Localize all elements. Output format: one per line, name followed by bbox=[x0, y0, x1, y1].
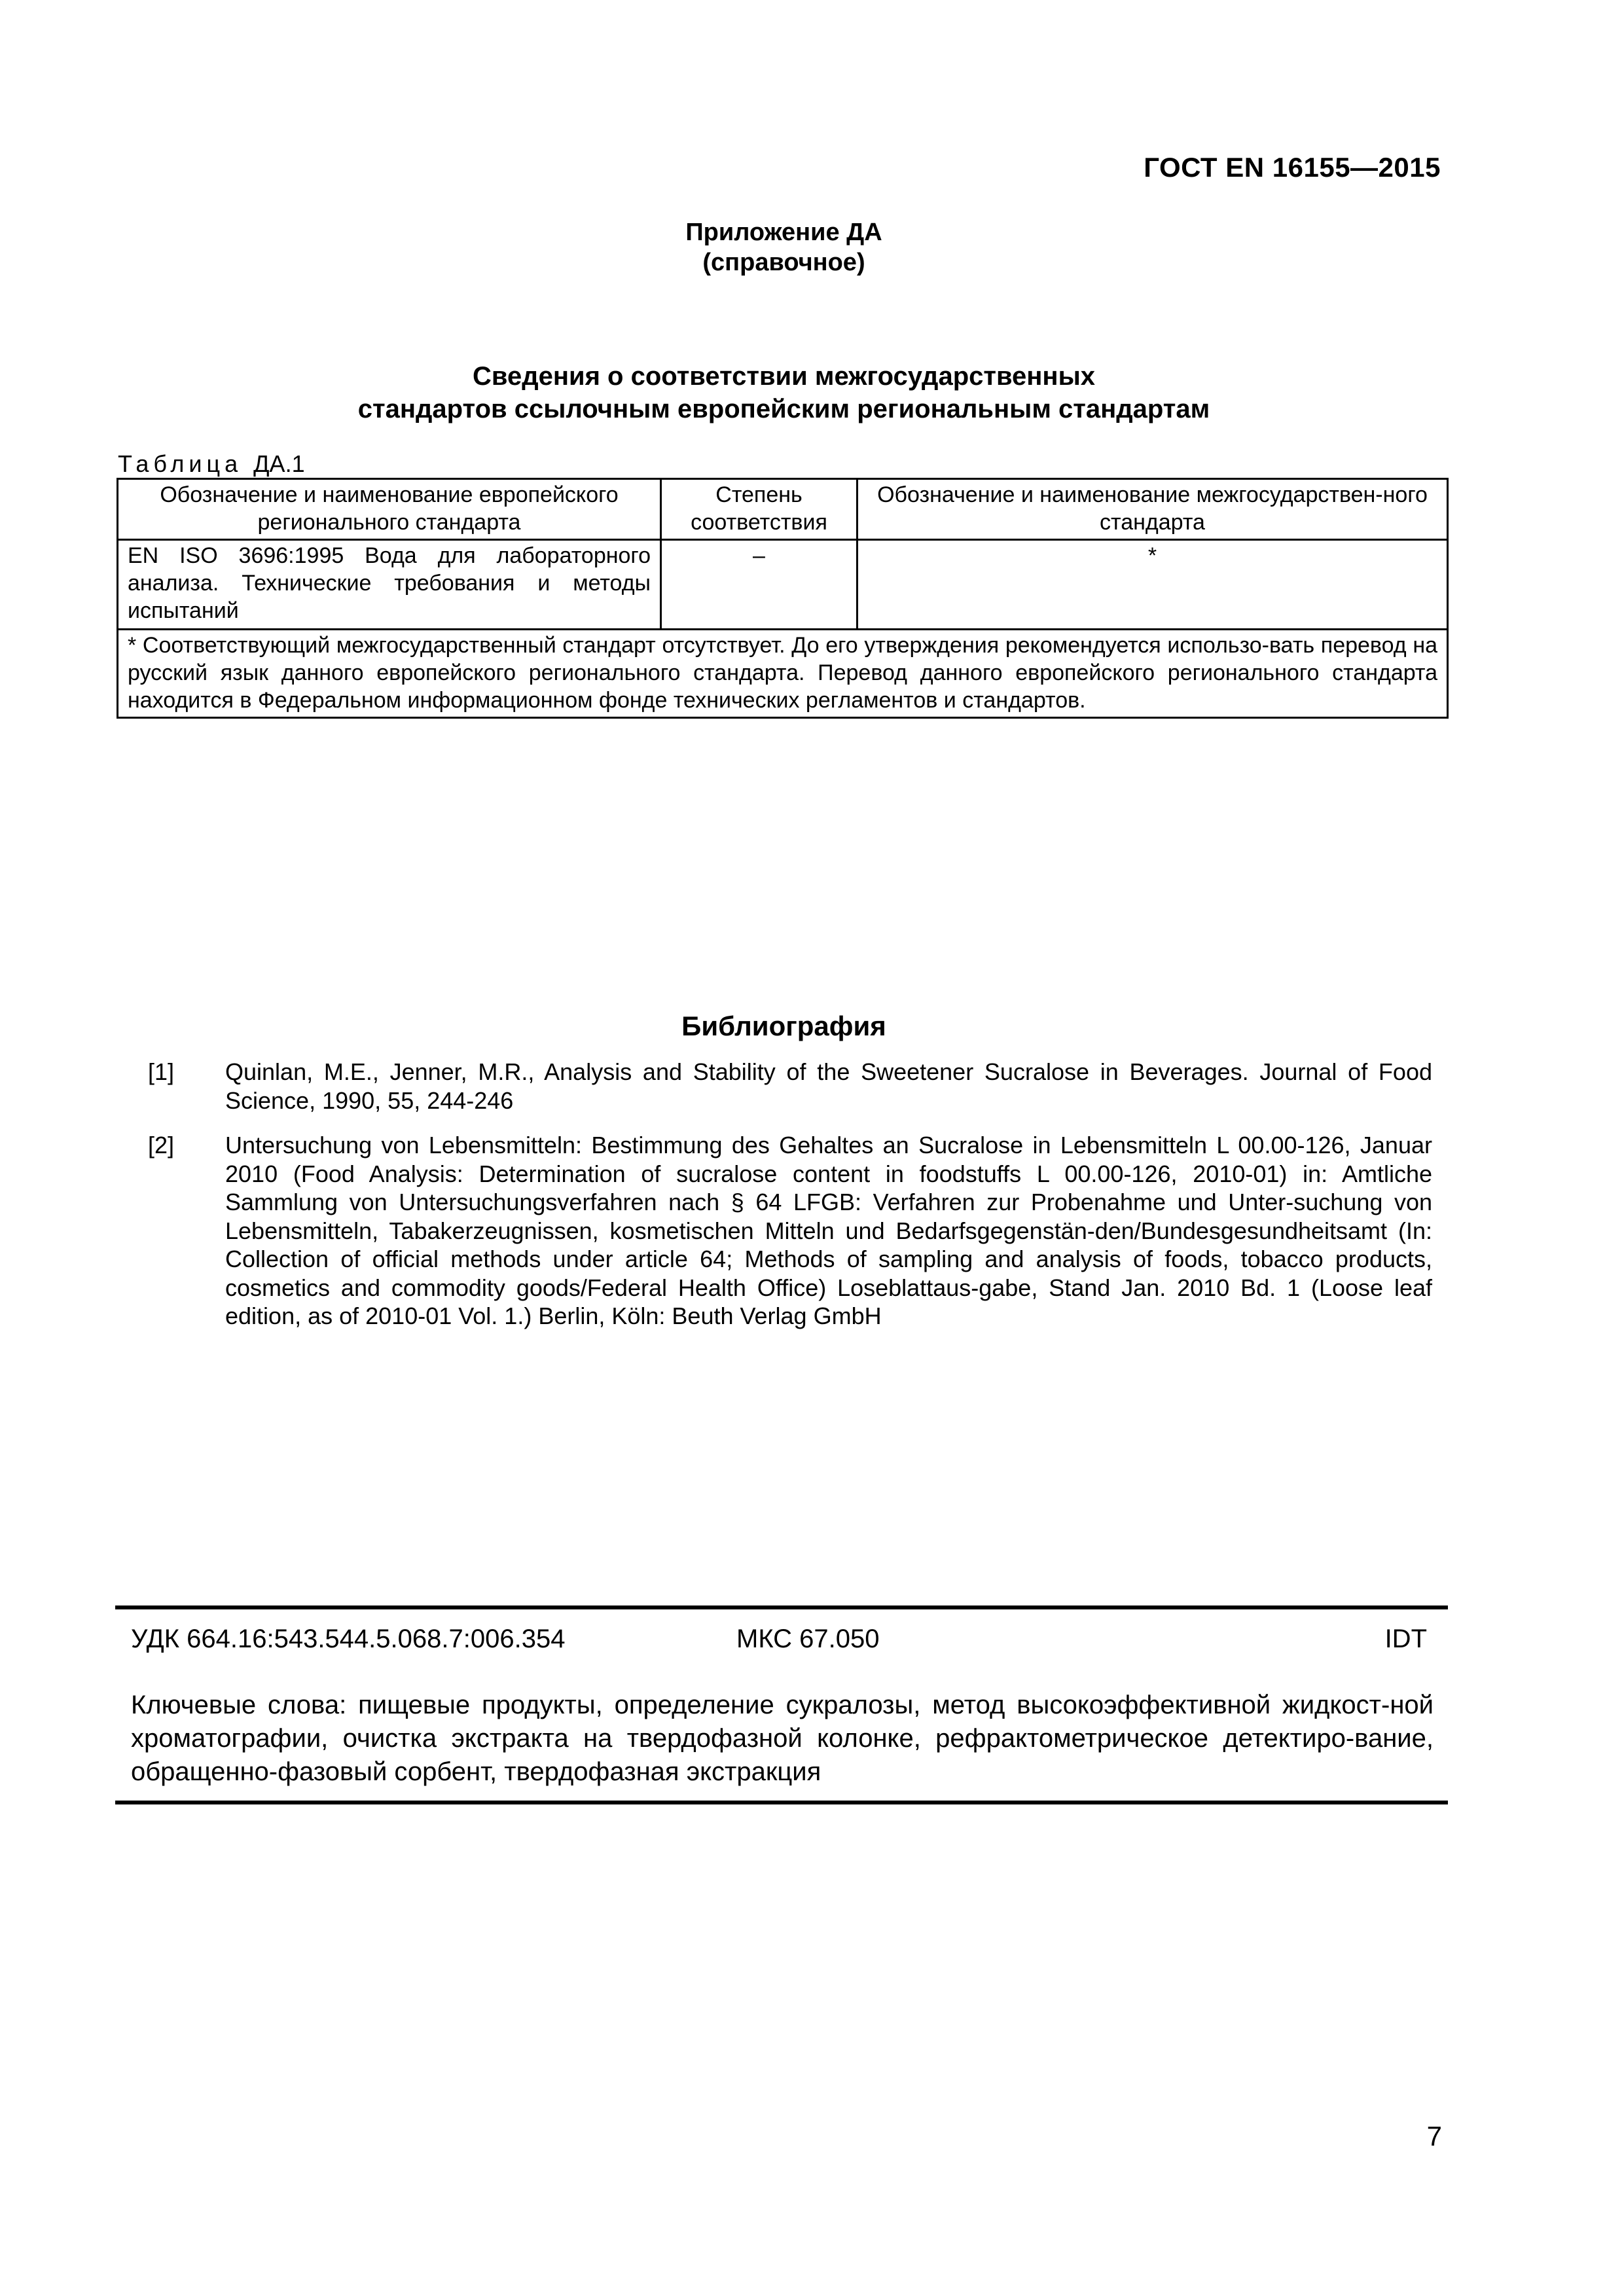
appendix-title: Приложение ДА bbox=[685, 219, 882, 246]
section-title bbox=[0, 360, 1568, 425]
bibliography-entry bbox=[148, 1131, 1432, 1347]
table-caption bbox=[118, 450, 305, 478]
footer-bottom-rule bbox=[115, 1801, 1448, 1804]
bibliography-entry-number: [2] bbox=[148, 1132, 175, 1158]
appendix-heading bbox=[0, 217, 1568, 278]
header-european-standard: Обозначение и наименование европейского регионального стандарта bbox=[118, 479, 661, 540]
bibliography-entry-text: Untersuchung von Lebensmitteln: Bestimmung des Gehaltes an Sucralose in Lebensmitteln L 00.00-126, Januar 2010 (Food Analysis: Determination of sucralose content in foodstuffs L 00.00-126, 2010-01) in: Amtliche Sammlung von Untersuchungsverfahren nach § 64 LFGB: Verfahren zur Probenahme und Unter-suchung von Lebensmitteln, Tabakerzeugnissen, kosmetischen Mitteln und Bedarfsgegenstän-den/Bundesgesundheitsamt (In: Collection of official methods under article 64; Methods of sampling and analysis of foods, tobacco products, cosmetics and commodity goods/Federal Health Office) Loseblattaus-gabe, Stand Jan. 2010 Bd. 1 (Loose leaf edition, as of 2010-01 Vol. 1.) Berlin, Köln: Beuth Verlag GmbH bbox=[225, 1132, 1432, 1329]
bibliography-title: Библиография bbox=[681, 1011, 886, 1041]
section-title-line-1: Сведения о соответствии межгосударственных bbox=[473, 362, 1095, 391]
mks-code: МКС 67.050 bbox=[736, 1624, 880, 1653]
cell-interstate-standard: * bbox=[857, 540, 1448, 630]
header-degree-of-conformity: Степень соответствия bbox=[661, 479, 857, 540]
footer-top-rule bbox=[115, 1605, 1448, 1609]
cell-degree-of-conformity: – bbox=[661, 540, 857, 630]
bibliography-entry-text: Quinlan, M.E., Jenner, M.R., Analysis and Stability of the Sweetener Sucralose in Beverages. Journal of Food Science, 1990, 55, 244-246 bbox=[225, 1058, 1432, 1114]
idt-label: IDT bbox=[1384, 1624, 1427, 1653]
table-footnote-row bbox=[118, 630, 1448, 718]
appendix-subtitle: (справочное) bbox=[702, 249, 865, 276]
bibliography-entry-number: [1] bbox=[148, 1058, 175, 1085]
bibliography-entry bbox=[148, 1058, 1432, 1117]
udc-code: УДК 664.16:543.544.5.068.7:006.354 bbox=[131, 1624, 566, 1653]
cell-european-standard: EN ISO 3696:1995 Вода для лабораторного анализа. Технические требования и методы испытаний bbox=[118, 540, 661, 630]
keywords: Ключевые слова: пищевые продукты, определение сукралозы, метод высокоэффективной жидкост-ной хроматографии, очистка экстракта на твердофазной колонке, рефрактометрическое детектиро-вание, обращенно-фазовый сорбент, твердофазная экстракция bbox=[131, 1691, 1434, 1786]
header-interstate-standard: Обозначение и наименование межгосударствен-ного стандарта bbox=[857, 479, 1448, 540]
page-number: 7 bbox=[1426, 2121, 1442, 2151]
document-code: ГОСТ EN 16155—2015 bbox=[1144, 152, 1441, 183]
table-caption-number: ДА.1 bbox=[253, 450, 305, 477]
table-row bbox=[118, 540, 1448, 630]
table-footnote: * Соответствующий межгосударственный стандарт отсутствует. До его утверждения рекомендуется использо-вать перевод на русский язык данного европейского регионального стандарта. Перевод данного европейского регионального стандарта находится в Федеральном информационном фонде технических регламентов и стандартов. bbox=[118, 630, 1448, 718]
correspondence-table bbox=[117, 478, 1449, 719]
table-caption-label: Таблица bbox=[118, 450, 243, 477]
section-title-line-2: стандартов ссылочным европейским региональным стандартам bbox=[357, 395, 1210, 423]
table-header-row bbox=[118, 479, 1448, 540]
